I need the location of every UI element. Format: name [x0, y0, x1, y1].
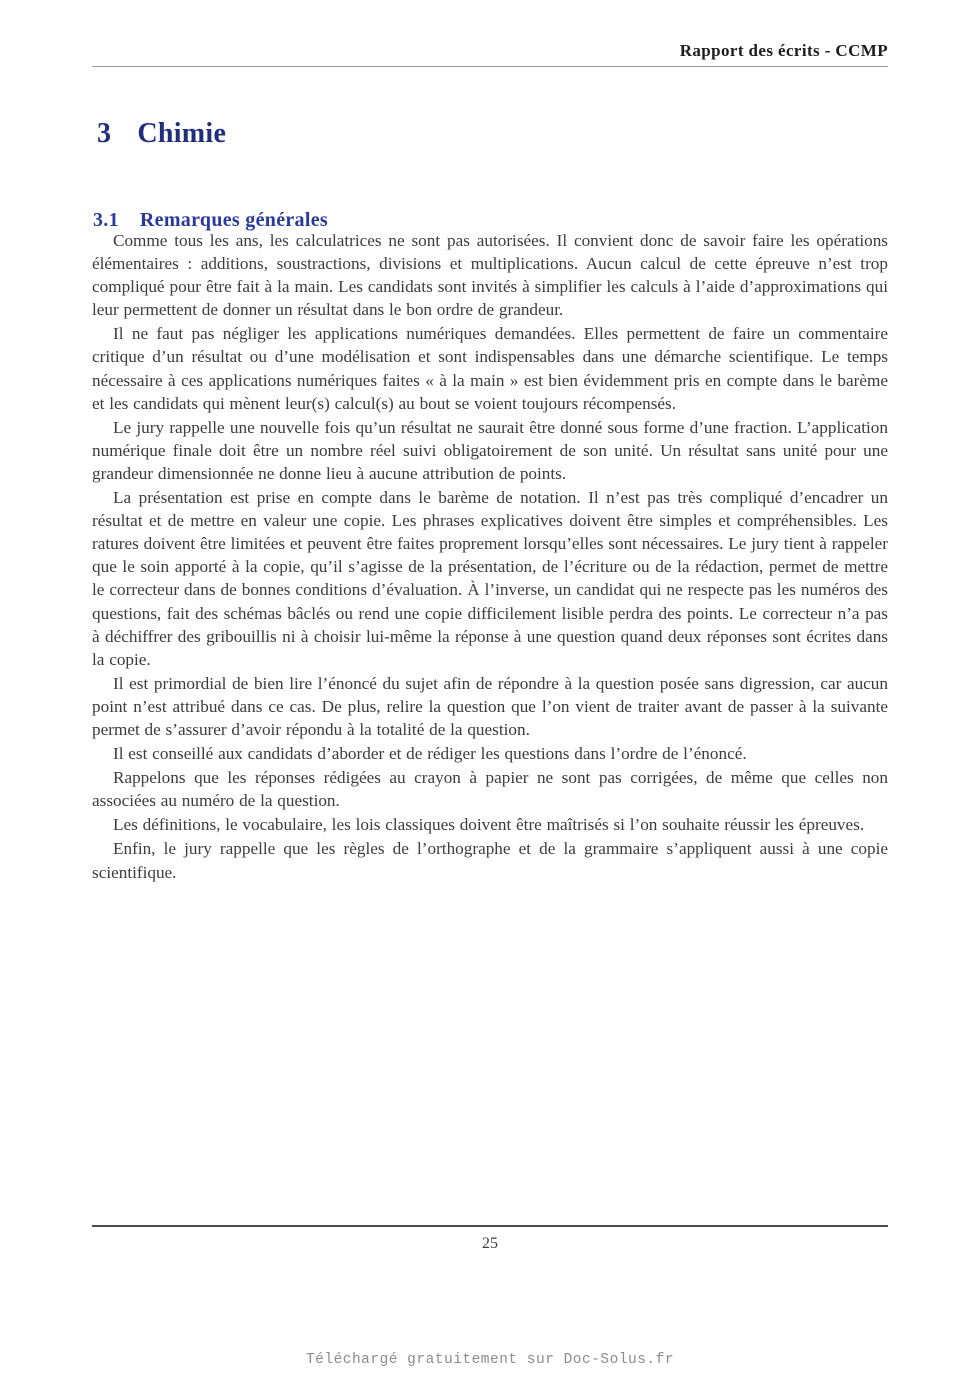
- paragraph: Il est conseillé aux candidats d’aborder et de rédiger les questions dans l’ordre de l’énoncé.: [113, 744, 747, 764]
- section-title: Chimie: [137, 117, 227, 149]
- section-number: 3: [97, 117, 112, 149]
- paragraph: La présentation est prise en compte dans le barème de notation. Il n’est pas très compliqué d’encadrer un résultat et de mettre en valeur une copie. Les phrases explicatives doivent être simples et compréhensibles. Les ratures doivent être limitées et peuvent être faites proprement lorsqu’elles sont nécessaires. Le jury tient à rappeler que le soin apporté à la copie, qu’il s’agisse de la présentation, de l’écriture ou de la rédaction, permet de mettre le correcteur dans de bonnes conditions d’évaluation. À l’inverse, un candidat qui ne respecte pas les numéros des questions, fait des schémas bâclés ou rend une copie difficilement lisible perdra des points. Le correcteur n’a pas à déchiffrer des gribouillis ni à choisir lui-même la réponse à une question quand deux réponses sont écrites dans la copie.: [92, 488, 888, 669]
- page-number: 25: [482, 1235, 498, 1252]
- paragraph: Les définitions, le vocabulaire, les lois classiques doivent être maîtrisés si l’on souhaite réussir les épreuves.: [113, 815, 865, 835]
- subsection-title: Remarques générales: [139, 208, 328, 231]
- paragraph: Rappelons que les réponses rédigées au crayon à papier ne sont pas corrigées, de même que celles non associées au numéro de la question.: [92, 768, 888, 811]
- header-title: Rapport des écrits - CCMP: [679, 41, 888, 60]
- paragraph: Il ne faut pas négliger les applications numériques demandées. Elles permettent de faire un commentaire critique d’un résultat ou d’une modélisation et sont indispensables dans une démarche scientifique. Le temps nécessaire à ces applications numériques faites « à la main » est bien évidemment pris en compte dans le barème et les candidats qui mènent leur(s) calcul(s) au bout se voient toujours récompensés.: [92, 324, 888, 413]
- footer-rule: [92, 1225, 888, 1227]
- paragraph: Il est primordial de bien lire l’énoncé du sujet afin de répondre à la question posée sans digression, car aucun point n’est attribué dans ce cas. De plus, relire la question que l’on vient de traiter avant de passer à la suivante permet de s’assurer d’avoir répondu à la totalité de la question.: [92, 673, 888, 739]
- subsection-number: 3.1: [93, 208, 119, 231]
- paragraph: Comme tous les ans, les calculatrices ne sont pas autorisées. Il convient donc de savoir faire les opérations élémentaires : additions, soustractions, divisions et multiplications. Aucun calcul de cette épreuve n’est trop compliqué pour être fait à la main. Les candidats sont invités à simplifier les calculs à l’aide d’approximations qui leur permettent de donner un résultat dans le bon ordre de grandeur.: [92, 231, 888, 320]
- watermark-text: Téléchargé gratuitement sur Doc-Solus.fr: [305, 1352, 675, 1368]
- section-heading: [97, 118, 226, 150]
- paragraph: Le jury rappelle une nouvelle fois qu’un résultat ne saurait être donné sous forme d’une fraction. L’application numérique finale doit être un nombre réel suivi obligatoirement de son unité. Un résultat sans unité pour une grandeur dimensionnée ne donne lieu à aucune attribution de points.: [92, 417, 888, 483]
- header-rule: [92, 66, 888, 67]
- paragraph: Enfin, le jury rappelle que les règles de l’orthographe et de la grammaire s’appliquent aussi à une copie scientifique.: [92, 839, 888, 882]
- body-text: [92, 229, 888, 885]
